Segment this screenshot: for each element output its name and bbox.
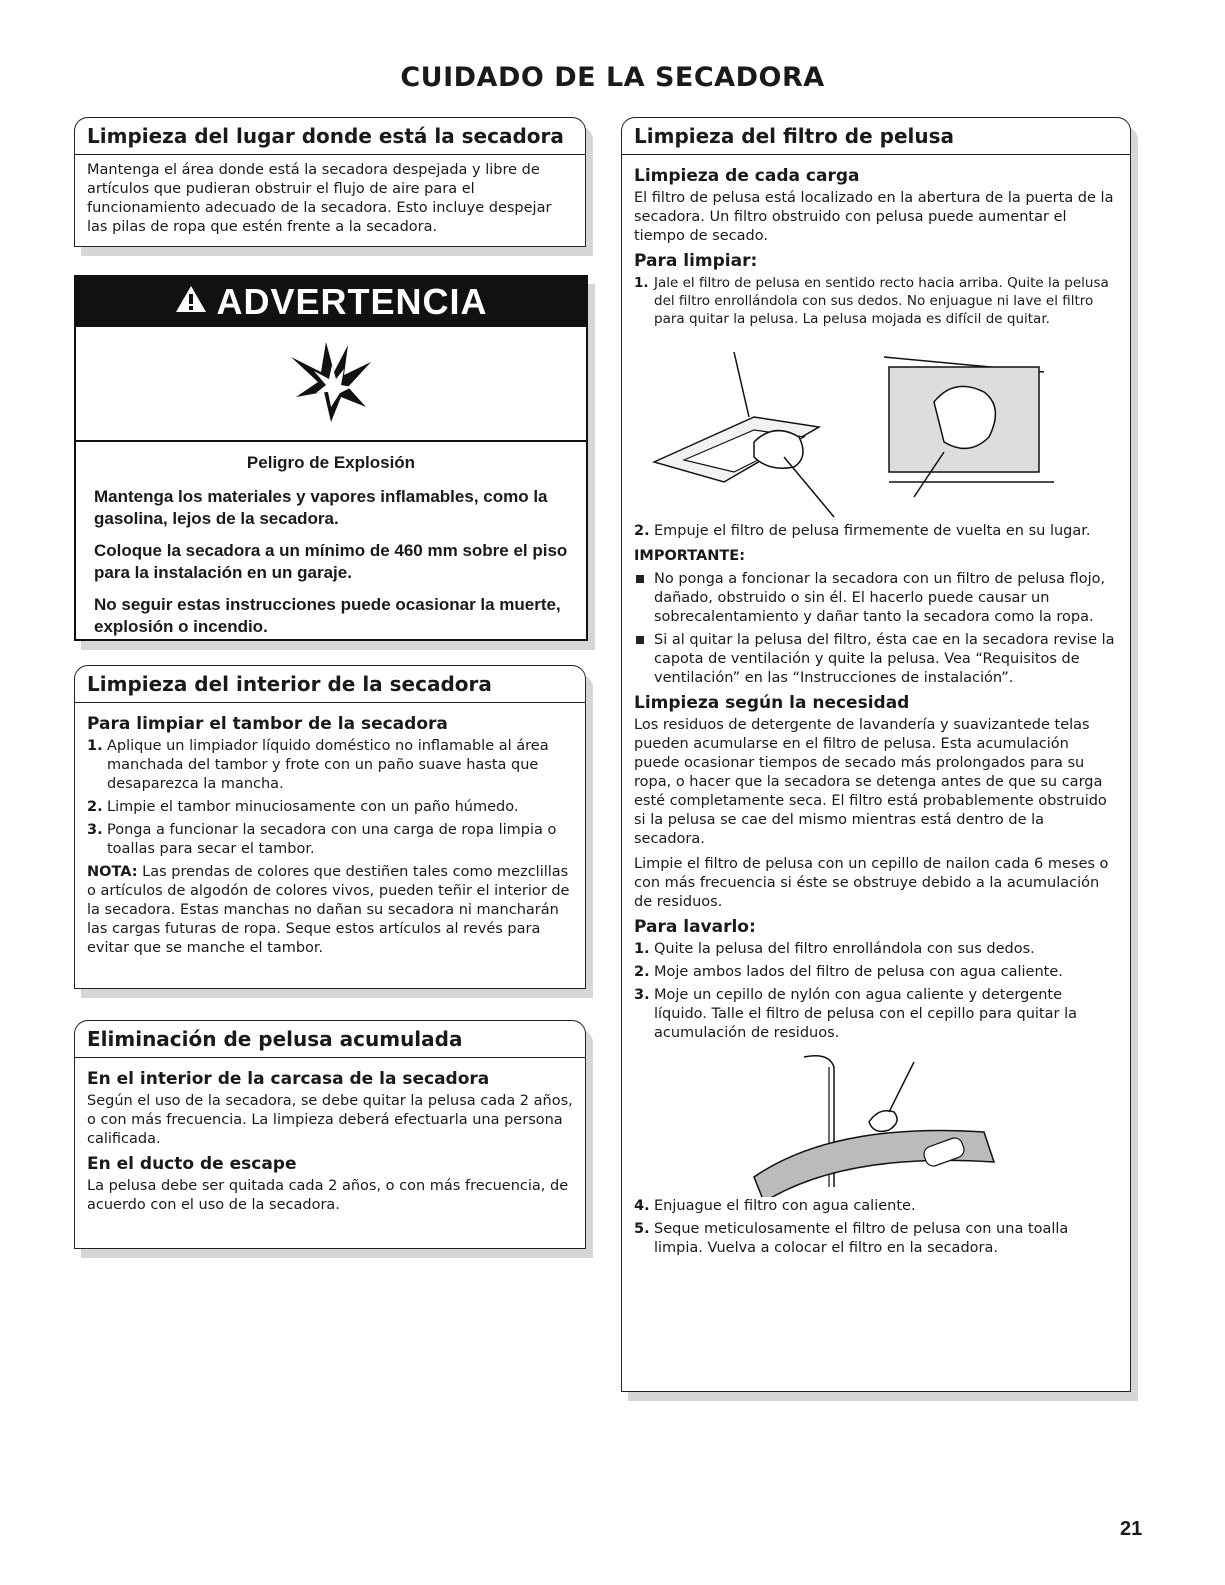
warning-box [74, 275, 588, 641]
housing-text: Según el uso de la secadora, se debe quitar la pelusa cada 2 años, o con más frecuencia. La limpieza deberá efectuarla una persona calificada. [87, 1093, 573, 1147]
warning-text-1: Mantenga los materiales y vapores inflamables, como la gasolina, lejos de la secadora. [94, 487, 548, 528]
filter-removal-illustration [634, 332, 1114, 522]
warning-title: ADVERTENCIA [216, 281, 488, 322]
warning-hazard: Peligro de Explosión [246, 453, 416, 472]
warning-text-2: Coloque la secadora a un mínimo de 460 mm sobre el piso para la instalación en un garaje. [94, 541, 568, 582]
lint-removal-header: Eliminación de pelusa acumulada [75, 1021, 585, 1058]
exhaust-text: La pelusa debe ser quitada cada 2 años, o con más frecuencia, de acuerdo con el uso de la secadora. [87, 1178, 569, 1213]
warning-banner [76, 277, 586, 327]
list-item: 3. Ponga a funcionar la secadora con una carga de ropa limpia o toallas para secar el tambor. [87, 822, 557, 857]
interior-cleaning-header: Limpieza del interior de la secadora [75, 666, 585, 703]
each-load-subheader: Limpieza de cada carga [634, 166, 860, 186]
list-item: 2. Moje ambos lados del filtro de pelusa con agua caliente. [634, 964, 1063, 980]
each-load-text: El filtro de pelusa está localizado en la abertura de la puerta de la secadora. Un filtro obstruido con pelusa puede aumentar el tiempo de secado. [634, 190, 1114, 244]
list-item: 2. Limpie el tambor minuciosamente con un paño húmedo. [87, 799, 519, 815]
as-needed-text-1: Los residuos de detergente de lavandería y suavizantede telas pueden acumularse en el filtro de pelusa. Esta acumulación puede ocasionar tiempos de secado más prolongados para su ropa, o hacer que la secadora se detenga antes de que su carga esté completamente seca. El filtro está probablemente obstruido si la pelusa se cae del mismo mientras está dentro de la secadora. [634, 717, 1107, 847]
list-item: 2. Empuje el filtro de pelusa firmemente de vuelta en su lugar. [634, 523, 1091, 539]
list-item: No ponga a foncionar la secadora con un filtro de pelusa flojo, dañado, obstruido o sin él. El hacerlo puede causar un sobrecalentamiento y dañar tanto la secadora como la ropa. [634, 570, 1118, 627]
list-item: Si al quitar la pelusa del filtro, ésta cae en la secadora revise la capota de ventilación y quite la pelusa. Vea “Requisitos de ventilación” en las “Instrucciones de instalación”. [634, 631, 1118, 688]
explosion-icon [286, 337, 376, 431]
area-cleaning-text: Mantenga el área donde está la secadora despejada y libre de artículos que pudieran obstruir el flujo de aire para el funcionamiento adecuado de la secadora. Esto incluye despejar las pilas de ropa que estén frente a la secadora. [87, 162, 552, 235]
area-cleaning-header: Limpieza del lugar donde está la secadora [75, 118, 585, 155]
lint-filter-section [621, 117, 1131, 1392]
lint-removal-section [74, 1020, 586, 1249]
to-clean-subheader: Para limpiar: [634, 251, 758, 271]
drum-cleaning-subheader: Para limpiar el tambor de la secadora [87, 714, 448, 734]
list-item: 4. Enjuague el filtro con agua caliente. [634, 1198, 916, 1214]
warning-triangle-icon [174, 281, 208, 323]
list-item: 3. Moje un cepillo de nylón con agua caliente y detergente líquido. Talle el filtro de pelusa con el cepillo para quitar la acumulación de residuos. [634, 987, 1077, 1041]
list-item: 1. Aplique un limpiador líquido doméstico no inflamable al área manchada del tambor y frote con un paño suave hasta que desaparezca la mancha. [87, 738, 549, 792]
as-needed-subheader: Limpieza según la necesidad [634, 693, 910, 713]
list-item: 1. Quite la pelusa del filtro enrollándola con sus dedos. [634, 941, 1035, 957]
list-item: 1. Jale el filtro de pelusa en sentido recto hacia arriba. Quite la pelusa del filtro enrollándola con sus dedos. No enjuague ni lave el filtro para quitar la pelusa. La pelusa mojada es difícil de quitar. [634, 275, 1109, 327]
as-needed-text-2: Limpie el filtro de pelusa con un cepillo de nailon cada 6 meses o con más frecuencia si éste se obstruye debido a la acumulación de residuos. [634, 856, 1109, 910]
page-title: CUIDADO DE LA SECADORA [400, 62, 825, 93]
warning-text-3: No seguir estas instrucciones puede ocasionar la muerte, explosión o incendio. [94, 595, 561, 636]
page-number: 21 [1120, 1518, 1143, 1540]
to-wash-subheader: Para lavarlo: [634, 917, 756, 937]
list-item: 5. Seque meticulosamente el filtro de pelusa con una toalla limpia. Vuelva a colocar el filtro en la secadora. [634, 1221, 1069, 1256]
area-cleaning-section [74, 117, 586, 247]
lint-filter-header: Limpieza del filtro de pelusa [622, 118, 1130, 155]
interior-cleaning-section [74, 665, 586, 989]
exhaust-subheader: En el ducto de escape [87, 1154, 297, 1174]
housing-subheader: En el interior de la carcasa de la secadora [87, 1069, 490, 1089]
important-label: IMPORTANTE: [634, 548, 746, 564]
drum-cleaning-steps [87, 737, 573, 859]
interior-note: NOTA: Las prendas de colores que destiñen tales como mezclillas o artículos de algodón de colores vivos, pueden teñir el interior de la secadora. Estas manchas no dañan su secadora ni mancharán las cargas futuras de ropa. Seque estos artículos al revés para evitar que se manche el tambor. [87, 864, 570, 956]
filter-washing-illustration [634, 1047, 1114, 1197]
